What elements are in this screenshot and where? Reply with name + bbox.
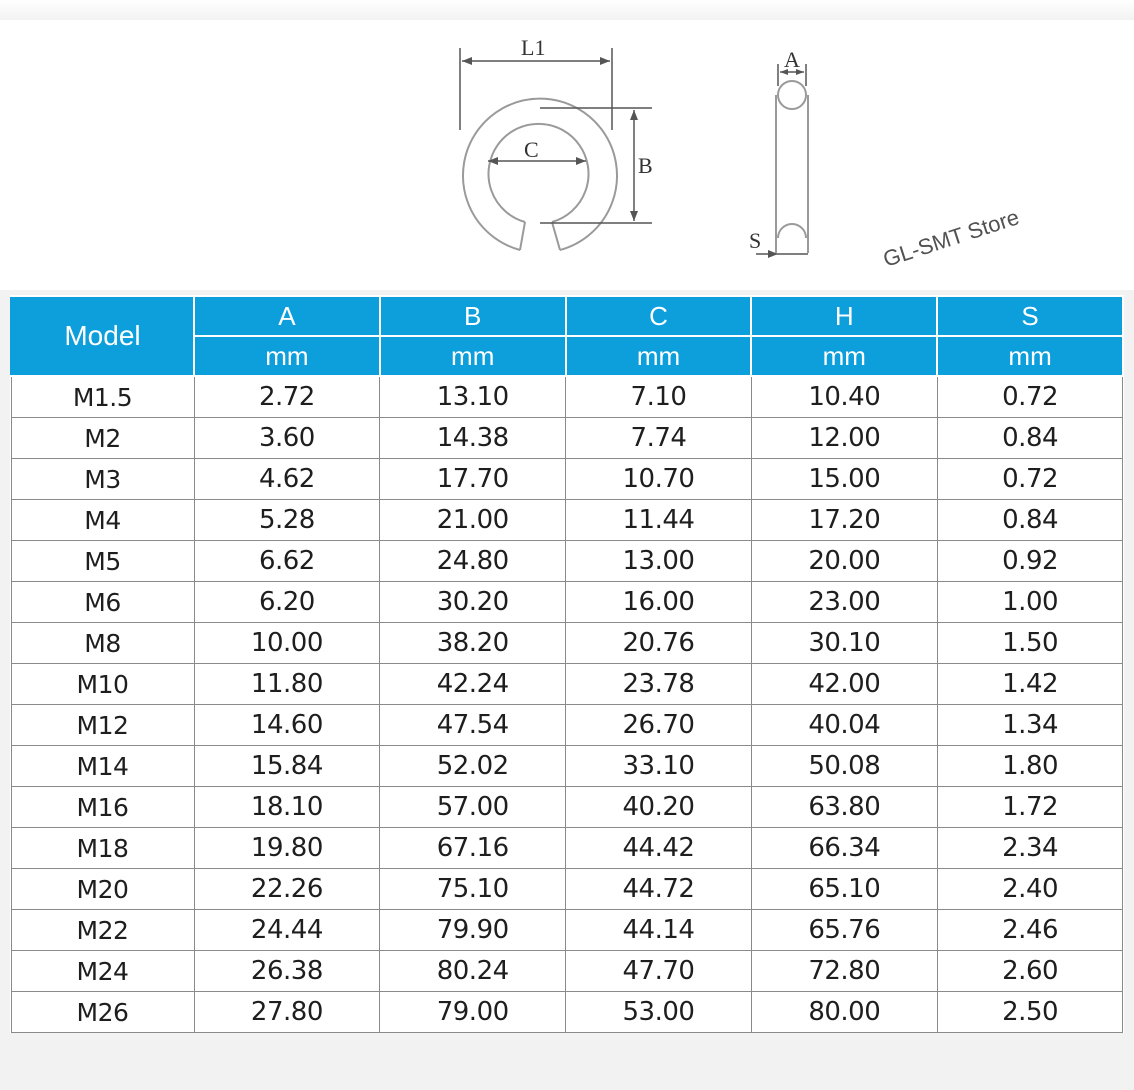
- value-cell-h: 42.00: [751, 664, 937, 705]
- value-cell-s: 2.46: [937, 910, 1123, 951]
- model-cell: M10: [11, 664, 194, 705]
- value-cell-a: 22.26: [194, 869, 380, 910]
- table-row: [11, 705, 1123, 746]
- table-row: [11, 418, 1123, 459]
- value-cell-c: 44.42: [566, 828, 752, 869]
- model-cell: M2: [11, 418, 194, 459]
- value-cell-h: 17.20: [751, 500, 937, 541]
- model-cell: M22: [11, 910, 194, 951]
- value-cell-b: 79.90: [380, 910, 566, 951]
- unit-header-c: mm: [566, 336, 752, 376]
- value-cell-a: 10.00: [194, 623, 380, 664]
- value-cell-s: 1.80: [937, 746, 1123, 787]
- dimension-diagram: [0, 20, 1134, 290]
- value-cell-s: 2.40: [937, 869, 1123, 910]
- label-b: B: [638, 153, 653, 178]
- ring-front-view: [463, 99, 617, 250]
- value-cell-c: 53.00: [566, 992, 752, 1033]
- table-row: [11, 992, 1123, 1033]
- label-c: C: [524, 137, 539, 162]
- column-header-c: C: [566, 296, 752, 336]
- model-cell: M4: [11, 500, 194, 541]
- value-cell-b: 21.00: [380, 500, 566, 541]
- table-row: [11, 746, 1123, 787]
- value-cell-c: 7.10: [566, 376, 752, 418]
- table-row: [11, 910, 1123, 951]
- value-cell-b: 14.38: [380, 418, 566, 459]
- ring-gap-left: [520, 222, 525, 250]
- model-cell: M26: [11, 992, 194, 1033]
- value-cell-h: 40.04: [751, 705, 937, 746]
- value-cell-s: 1.72: [937, 787, 1123, 828]
- value-cell-a: 6.20: [194, 582, 380, 623]
- label-a: A: [784, 47, 800, 72]
- value-cell-b: 30.20: [380, 582, 566, 623]
- value-cell-c: 20.76: [566, 623, 752, 664]
- table-row: [11, 500, 1123, 541]
- value-cell-a: 24.44: [194, 910, 380, 951]
- label-s: S: [749, 228, 762, 253]
- column-header-a: A: [194, 296, 380, 336]
- model-cell: M12: [11, 705, 194, 746]
- value-cell-a: 11.80: [194, 664, 380, 705]
- value-cell-s: 2.60: [937, 951, 1123, 992]
- value-cell-s: 0.84: [937, 418, 1123, 459]
- value-cell-s: 1.34: [937, 705, 1123, 746]
- top-strip: [0, 0, 1134, 20]
- unit-header-a: mm: [194, 336, 380, 376]
- value-cell-b: 47.54: [380, 705, 566, 746]
- table-body: [11, 376, 1123, 1033]
- value-cell-c: 10.70: [566, 459, 752, 500]
- value-cell-a: 5.28: [194, 500, 380, 541]
- value-cell-c: 13.00: [566, 541, 752, 582]
- value-cell-h: 65.10: [751, 869, 937, 910]
- value-cell-h: 20.00: [751, 541, 937, 582]
- model-cell: M18: [11, 828, 194, 869]
- value-cell-c: 47.70: [566, 951, 752, 992]
- value-cell-a: 19.80: [194, 828, 380, 869]
- value-cell-b: 38.20: [380, 623, 566, 664]
- value-cell-b: 67.16: [380, 828, 566, 869]
- value-cell-s: 0.72: [937, 459, 1123, 500]
- value-cell-c: 23.78: [566, 664, 752, 705]
- table-row: [11, 951, 1123, 992]
- ring-side-view: [776, 81, 808, 253]
- value-cell-s: 1.50: [937, 623, 1123, 664]
- value-cell-b: 79.00: [380, 992, 566, 1033]
- value-cell-s: 0.92: [937, 541, 1123, 582]
- value-cell-c: 16.00: [566, 582, 752, 623]
- model-header: Model: [11, 296, 194, 376]
- value-cell-h: 10.40: [751, 376, 937, 418]
- value-cell-b: 52.02: [380, 746, 566, 787]
- value-cell-c: 7.74: [566, 418, 752, 459]
- value-cell-a: 18.10: [194, 787, 380, 828]
- value-cell-a: 27.80: [194, 992, 380, 1033]
- store-watermark: GL-SMT Store: [880, 204, 1023, 272]
- label-l1: L1: [521, 35, 546, 60]
- column-header-s: S: [937, 296, 1123, 336]
- table-row: [11, 869, 1123, 910]
- value-cell-b: 42.24: [380, 664, 566, 705]
- value-cell-b: 75.10: [380, 869, 566, 910]
- column-header-h: H: [751, 296, 937, 336]
- value-cell-a: 6.62: [194, 541, 380, 582]
- value-cell-h: 66.34: [751, 828, 937, 869]
- value-cell-c: 40.20: [566, 787, 752, 828]
- value-cell-c: 26.70: [566, 705, 752, 746]
- dimension-b: [540, 108, 652, 223]
- value-cell-s: 1.42: [937, 664, 1123, 705]
- table-row: [11, 664, 1123, 705]
- value-cell-c: 11.44: [566, 500, 752, 541]
- model-cell: M1.5: [11, 376, 194, 418]
- model-cell: M5: [11, 541, 194, 582]
- value-cell-h: 12.00: [751, 418, 937, 459]
- value-cell-c: 44.72: [566, 869, 752, 910]
- value-cell-a: 4.62: [194, 459, 380, 500]
- unit-header-h: mm: [751, 336, 937, 376]
- value-cell-h: 63.80: [751, 787, 937, 828]
- value-cell-h: 80.00: [751, 992, 937, 1033]
- value-cell-a: 15.84: [194, 746, 380, 787]
- table-row: [11, 376, 1123, 418]
- column-header-b: B: [380, 296, 566, 336]
- ring-outer-edge: [463, 99, 617, 250]
- value-cell-s: 2.34: [937, 828, 1123, 869]
- value-cell-b: 80.24: [380, 951, 566, 992]
- model-cell: M16: [11, 787, 194, 828]
- header-row-names: [11, 296, 1123, 336]
- table-row: [11, 787, 1123, 828]
- value-cell-b: 24.80: [380, 541, 566, 582]
- value-cell-b: 17.70: [380, 459, 566, 500]
- table-row: [11, 541, 1123, 582]
- value-cell-c: 44.14: [566, 910, 752, 951]
- dimension-s: [756, 250, 808, 258]
- unit-header-b: mm: [380, 336, 566, 376]
- table-row: [11, 459, 1123, 500]
- value-cell-h: 23.00: [751, 582, 937, 623]
- value-cell-c: 33.10: [566, 746, 752, 787]
- model-cell: M8: [11, 623, 194, 664]
- model-cell: M3: [11, 459, 194, 500]
- value-cell-h: 50.08: [751, 746, 937, 787]
- value-cell-h: 65.76: [751, 910, 937, 951]
- value-cell-s: 0.72: [937, 376, 1123, 418]
- table-row: [11, 828, 1123, 869]
- table-row: [11, 582, 1123, 623]
- table-header: [11, 296, 1123, 376]
- model-cell: M14: [11, 746, 194, 787]
- value-cell-s: 1.00: [937, 582, 1123, 623]
- value-cell-s: 0.84: [937, 500, 1123, 541]
- unit-header-s: mm: [937, 336, 1123, 376]
- spec-table: [10, 295, 1124, 1033]
- value-cell-a: 2.72: [194, 376, 380, 418]
- value-cell-a: 3.60: [194, 418, 380, 459]
- model-cell: M24: [11, 951, 194, 992]
- model-cell: M20: [11, 869, 194, 910]
- value-cell-h: 15.00: [751, 459, 937, 500]
- value-cell-a: 14.60: [194, 705, 380, 746]
- model-cell: M6: [11, 582, 194, 623]
- dimension-l1: [460, 48, 612, 130]
- value-cell-b: 57.00: [380, 787, 566, 828]
- table-row: [11, 623, 1123, 664]
- value-cell-a: 26.38: [194, 951, 380, 992]
- ring-gap-right: [552, 222, 560, 250]
- value-cell-h: 72.80: [751, 951, 937, 992]
- value-cell-h: 30.10: [751, 623, 937, 664]
- value-cell-s: 2.50: [937, 992, 1123, 1033]
- value-cell-b: 13.10: [380, 376, 566, 418]
